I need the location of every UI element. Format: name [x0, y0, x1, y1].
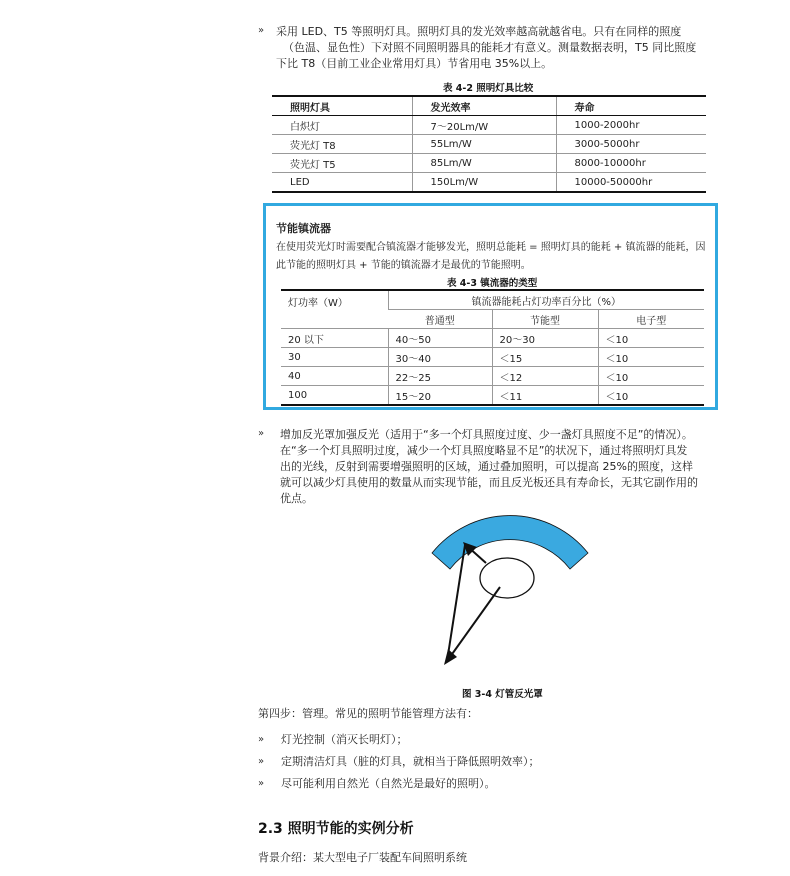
bullet-marker: » — [258, 25, 265, 36]
ballast-line-1: 在使用荧光灯时需要配合镇流器才能够发光，照明总能耗 = 照明灯具的能耗 + 镇流器的能耗，因 — [276, 242, 706, 253]
table-cell: ＜12 — [492, 367, 598, 386]
table-cell: ＜10 — [598, 348, 704, 367]
table-cell: 30 — [281, 348, 388, 367]
reflector-arc — [432, 516, 588, 569]
table-cell: LED — [272, 173, 412, 193]
table-row — [281, 348, 704, 367]
table-cell: 白炽灯 — [272, 116, 412, 135]
table-cell: 10000-50000hr — [556, 173, 706, 193]
lamp-tube — [480, 558, 534, 598]
intro-line-3: 下比 T8（目前工业企业常用灯具）节省用电 35%以上。 — [276, 57, 553, 70]
table-cell: ＜15 — [492, 348, 598, 367]
table-cell: 荧光灯 T8 — [272, 135, 412, 154]
step4-item-3: 尽可能利用自然光（自然光是最好的照明）。 — [281, 777, 496, 790]
table-row — [272, 154, 706, 173]
table-cell: 22～25 — [388, 367, 492, 386]
header-lamp-power: 灯功率（W） — [281, 290, 388, 329]
bullet-marker: » — [258, 756, 265, 767]
table-row — [272, 135, 706, 154]
intro-line-1: 采用 LED、T5 等照明灯具。照明灯具的发光效率越高就越省电。只有在同样的照度 — [276, 25, 682, 38]
table-header-row — [272, 96, 706, 116]
table-cell: ＜10 — [598, 386, 704, 406]
subheader-electronic: 电子型 — [598, 310, 704, 329]
intro-line-2: （色温、显色性）下对照不同照明器具的能耗才有意义。测量数据表明，T5 同比照度 — [283, 41, 697, 54]
table-row — [281, 367, 704, 386]
figure-caption: 图 3-4 灯管反光罩 — [462, 689, 543, 700]
reflector-line-5: 优点。 — [280, 492, 313, 505]
table-header-row — [281, 290, 704, 310]
table-cell: 20 以下 — [281, 329, 388, 348]
table-cell: 150Lm/W — [412, 173, 556, 193]
table-4-3-caption: 表 4-3 镇流器的类型 — [447, 278, 538, 289]
reflector-figure — [410, 505, 600, 680]
section-title: 2.3 照明节能的实例分析 — [258, 821, 414, 837]
table-4-2-caption: 表 4-2 照明灯具比较 — [443, 83, 534, 94]
table-row — [272, 173, 706, 193]
table-cell: ＜10 — [598, 329, 704, 348]
table-cell: 1000-2000hr — [556, 116, 706, 135]
table-row — [281, 386, 704, 406]
table-cell: 荧光灯 T5 — [272, 154, 412, 173]
reflector-line-1: 增加反光罩加强反光（适用于“多一个灯具照度过度、少一盏灯具照度不足”的情况）。 — [280, 428, 693, 441]
table-cell: 3000-5000hr — [556, 135, 706, 154]
step4-item-2: 定期清洁灯具（脏的灯具，就相当于降低照明效率）； — [281, 755, 540, 768]
header-lifetime: 寿命 — [556, 96, 706, 116]
bullet-marker: » — [258, 778, 265, 789]
reflector-line-2: 在“多一个灯具照明过度，减少一个灯具照度略显不足”的状况下，通过将照明灯具发 — [280, 444, 688, 457]
header-ballast-consumption: 镇流器能耗占灯功率百分比（%） — [388, 290, 704, 310]
table-cell: ＜10 — [598, 367, 704, 386]
table-cell: 40～50 — [388, 329, 492, 348]
table-cell: 30～40 — [388, 348, 492, 367]
table-row — [281, 329, 704, 348]
section-background: 背景介绍：某大型电子厂装配车间照明系统 — [258, 851, 467, 864]
table-cell: 55Lm/W — [412, 135, 556, 154]
table-cell: 85Lm/W — [412, 154, 556, 173]
bullet-marker: » — [258, 734, 265, 745]
table-cell: 20～30 — [492, 329, 598, 348]
step4-item-1: 灯光控制（消灭长明灯）； — [281, 733, 408, 746]
table-cell: 40 — [281, 367, 388, 386]
bullet-marker: » — [258, 428, 265, 439]
ballast-type-table — [281, 289, 704, 406]
subheader-energy-saving: 节能型 — [492, 310, 598, 329]
reflector-line-3: 出的光线，反射到需要增强照明的区域，通过叠加照明，可以提高 25%的照度，这样 — [280, 460, 693, 473]
table-cell: 15～20 — [388, 386, 492, 406]
table-row — [272, 116, 706, 135]
lamp-comparison-table — [272, 95, 706, 193]
table-cell: 8000-10000hr — [556, 154, 706, 173]
reflector-line-4: 就可以减少灯具使用的数量从而实现节能，而且反光板还具有寿命长，无其它副作用的 — [280, 476, 698, 489]
subheader-normal: 普通型 — [388, 310, 492, 329]
table-cell: 7～20Lm/W — [412, 116, 556, 135]
ballast-line-2: 此节能的照明灯具 + 节能的镇流器才是最优的节能照明。 — [276, 260, 531, 271]
table-cell: 100 — [281, 386, 388, 406]
header-lamp: 照明灯具 — [272, 96, 412, 116]
table-cell: ＜11 — [492, 386, 598, 406]
ballast-title: 节能镇流器 — [276, 222, 331, 235]
step4-intro: 第四步：管理。常见的照明节能管理方法有： — [258, 707, 478, 720]
header-efficacy: 发光效率 — [412, 96, 556, 116]
